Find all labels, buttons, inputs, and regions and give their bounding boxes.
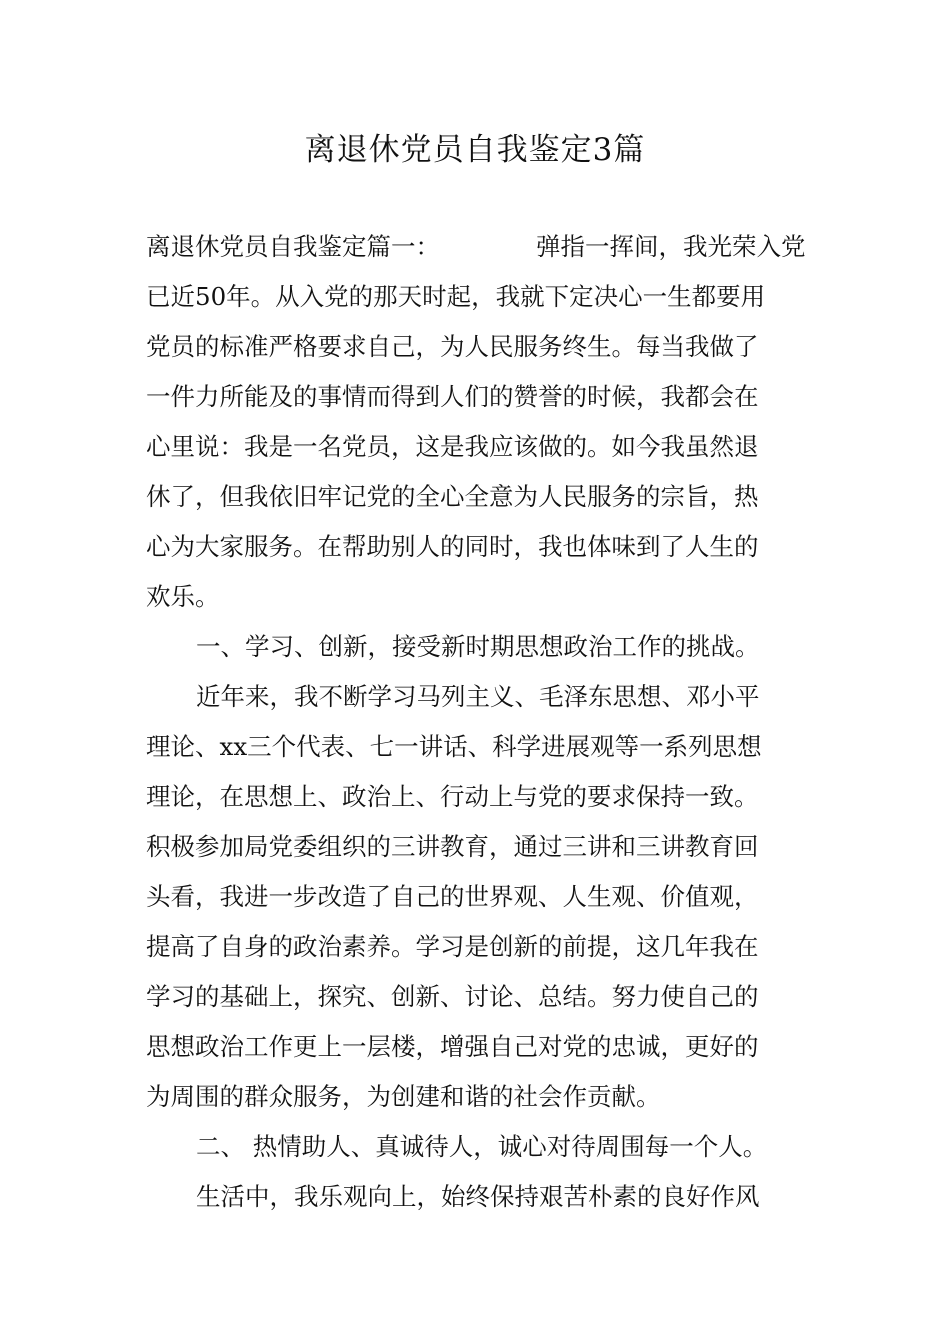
section-heading-inline: 离退休党员自我鉴定篇一： xyxy=(146,232,440,261)
text-line xyxy=(146,222,810,272)
document-body xyxy=(146,222,810,1222)
text-line: 学习的基础上，探究、创新、讨论、总结。努力使自己的 xyxy=(146,982,759,1011)
text-line: 党员的标准严格要求自己，为人民服务终生。每当我做了 xyxy=(146,332,759,361)
text-line: 心里说：我是一名党员，这是我应该做的。如今我虽然退 xyxy=(146,432,759,461)
text-segment: 弹指一挥间，我光荣入党 xyxy=(536,232,806,261)
text-line: 积极参加局党委组织的三讲教育，通过三讲和三讲教育回 xyxy=(146,832,759,861)
text-line: 提高了自身的政治素养。学习是创新的前提，这几年我在 xyxy=(146,932,759,961)
section-heading: 一、学习、创新，接受新时期思想政治工作的挑战。 xyxy=(196,632,760,661)
text-line: 思想政治工作更上一层楼，增强自己对党的忠诚，更好的 xyxy=(146,1032,759,1061)
text-line: 理论，在思想上、政治上、行动上与党的要求保持一致。 xyxy=(146,782,759,811)
document-title: 离退休党员自我鉴定3篇 xyxy=(304,132,646,168)
text-line: 近年来，我不断学习马列主义、毛泽东思想、邓小平 xyxy=(196,682,760,711)
text-line: 已近50年。从入党的那天时起，我就下定决心一生都要用 xyxy=(146,282,766,311)
text-line: 头看，我进一步改造了自己的世界观、人生观、价值观， xyxy=(146,882,759,911)
text-line: 生活中，我乐观向上，始终保持艰苦朴素的良好作风 xyxy=(196,1182,760,1211)
section-heading: 二、 热情助人、真诚待人，诚心对待周围每一个人。 xyxy=(196,1132,768,1161)
text-line: 心为大家服务。在帮助别人的同时，我也体味到了人生的 xyxy=(146,532,759,561)
text-line: 一件力所能及的事情而得到人们的赞誉的时候，我都会在 xyxy=(146,382,759,411)
text-line: 为周围的群众服务，为创建和谐的社会作贡献。 xyxy=(146,1082,661,1111)
text-line: 欢乐。 xyxy=(146,582,220,611)
text-line: 理论、xx三个代表、七一讲话、科学进展观等一系列思想 xyxy=(146,732,762,761)
text-line: 休了，但我依旧牢记党的全心全意为人民服务的宗旨，热 xyxy=(146,482,759,511)
